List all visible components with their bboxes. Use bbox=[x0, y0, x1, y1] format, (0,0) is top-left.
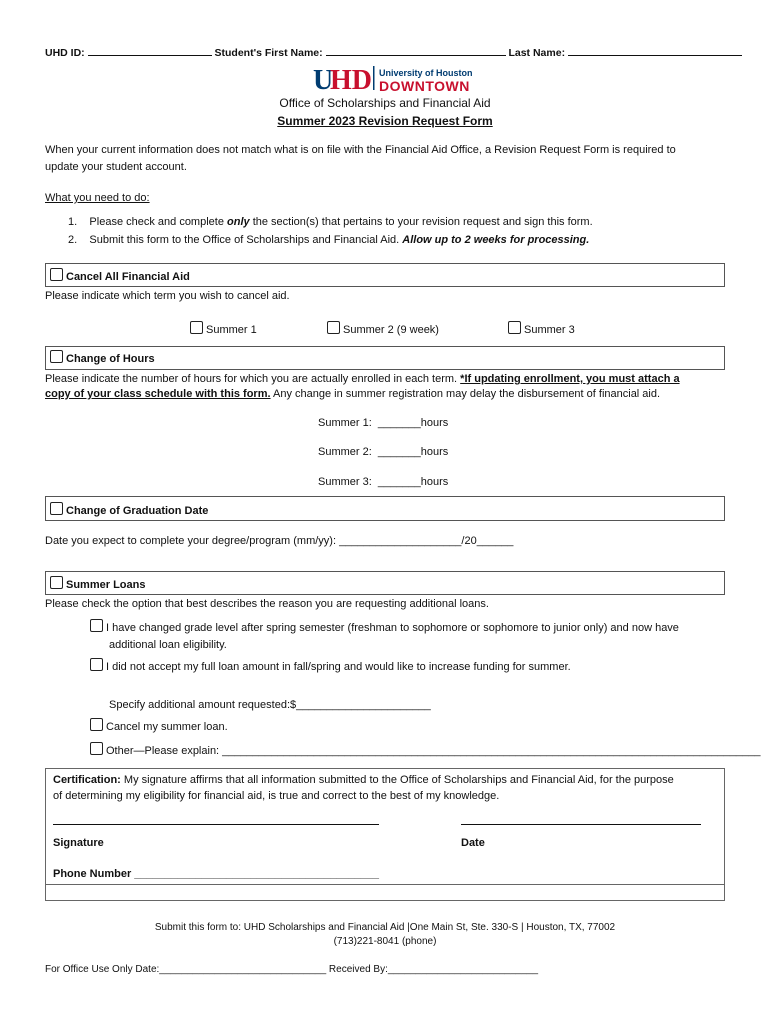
logo-line1: University of Houston bbox=[379, 68, 473, 78]
loan-other-checkbox[interactable] bbox=[90, 742, 103, 755]
step-2-text: Submit this form to the Office of Scholarships and Financial Aid. bbox=[89, 234, 403, 246]
hours-row-summer2[interactable] bbox=[318, 446, 448, 458]
cancel-aid-instruction: Please indicate which term you wish to cancel aid. bbox=[45, 290, 290, 302]
graduation-checkbox[interactable] bbox=[50, 502, 63, 515]
loan-increase-text: I did not accept my full loan amount in fall/spring and would like to increase funding for summer. bbox=[106, 661, 571, 673]
change-hours-checkbox[interactable] bbox=[50, 350, 63, 363]
change-hours-text-2: Any change in summer registration may delay the disbursement of financial aid. bbox=[270, 388, 661, 400]
hours-summer3-label: Summer 3: bbox=[318, 476, 372, 488]
change-hours-line2 bbox=[45, 388, 660, 400]
cancel-summer3-label: Summer 3 bbox=[524, 324, 575, 336]
hours-summer1-unit: hours bbox=[420, 417, 449, 429]
office-use-date-field[interactable]: ______________________________ bbox=[159, 964, 327, 975]
cancel-aid-checkbox[interactable] bbox=[50, 268, 63, 281]
hours-summer3-field[interactable]: _______ bbox=[377, 476, 421, 488]
certification-line2: of determining my eligibility for financial aid, is true and correct to the best of my knowledge. bbox=[53, 790, 500, 802]
date-label: Date bbox=[461, 837, 485, 849]
step-2-emphasis: Allow up to 2 weeks for processing. bbox=[402, 234, 590, 246]
office-use-received-field[interactable]: ___________________________ bbox=[387, 964, 539, 975]
signature-label: Signature bbox=[53, 837, 104, 849]
first-name-field[interactable] bbox=[326, 45, 506, 56]
uhd-id-field[interactable] bbox=[88, 45, 212, 56]
intro-line2: update your student account. bbox=[45, 161, 187, 173]
student-info-header bbox=[45, 45, 742, 59]
hours-row-summer3[interactable] bbox=[318, 476, 448, 488]
loan-option-cancel[interactable] bbox=[90, 718, 228, 733]
hours-summer3-unit: hours bbox=[420, 476, 449, 488]
cancel-aid-title: Cancel All Financial Aid bbox=[66, 271, 190, 283]
summer-loans-checkbox[interactable] bbox=[50, 576, 63, 589]
change-hours-text: Please indicate the number of hours for which you are actually enrolled in each term. bbox=[45, 373, 461, 385]
certification-line1 bbox=[53, 774, 674, 786]
certification-divider bbox=[45, 884, 725, 885]
uhd-id-label: UHD ID: bbox=[45, 47, 85, 59]
cancel-summer1-label: Summer 1 bbox=[206, 324, 257, 336]
step-1 bbox=[68, 216, 593, 228]
hours-summer1-label: Summer 1: bbox=[318, 417, 372, 429]
summer-loans-title: Summer Loans bbox=[66, 579, 146, 591]
office-use-received-label: Received By: bbox=[326, 964, 388, 975]
date-line[interactable] bbox=[461, 824, 701, 825]
graduation-title: Change of Graduation Date bbox=[66, 505, 209, 517]
cancel-summer1-option[interactable] bbox=[190, 321, 257, 336]
summer-loans-instruction: Please check the option that best describes the reason you are requesting additional loans. bbox=[45, 598, 489, 610]
change-hours-title: Change of Hours bbox=[66, 353, 155, 365]
step-1-emphasis: only bbox=[227, 216, 250, 228]
change-hours-line1 bbox=[45, 373, 680, 385]
step-1-number: 1. bbox=[68, 216, 78, 228]
what-you-need-heading: What you need to do: bbox=[45, 192, 150, 204]
cancel-summer3-option[interactable] bbox=[508, 321, 575, 336]
phone-label: Phone Number bbox=[53, 868, 132, 880]
loan-cancel-text: Cancel my summer loan. bbox=[106, 721, 228, 733]
change-hours-emphasis-2: copy of your class schedule with this form. bbox=[45, 388, 271, 400]
office-name: Office of Scholarships and Financial Aid bbox=[279, 96, 491, 110]
cancel-summer2-label: Summer 2 (9 week) bbox=[343, 324, 439, 336]
logo-mark-u: U bbox=[313, 65, 334, 95]
cancel-summer3-checkbox[interactable] bbox=[508, 321, 521, 334]
office-use-date-label: For Office Use Only Date: bbox=[45, 964, 160, 975]
loan-grade-level-checkbox[interactable] bbox=[90, 619, 103, 632]
cancel-summer1-checkbox[interactable] bbox=[190, 321, 203, 334]
last-name-field[interactable] bbox=[568, 45, 742, 56]
graduation-date-line[interactable]: Date you expect to complete your degree/program (mm/yy): ____________________/20______ bbox=[45, 535, 514, 547]
loan-grade-level-text-2: additional loan eligibility. bbox=[109, 639, 227, 651]
hours-summer1-field[interactable]: _______ bbox=[377, 417, 421, 429]
cancel-summer2-checkbox[interactable] bbox=[327, 321, 340, 334]
step-2 bbox=[68, 234, 589, 246]
hours-summer2-field[interactable]: _______ bbox=[377, 446, 421, 458]
loan-amount-field[interactable]: Specify additional amount requested:$______________________ bbox=[109, 699, 431, 711]
loan-cancel-checkbox[interactable] bbox=[90, 718, 103, 731]
last-name-label: Last Name: bbox=[508, 47, 566, 59]
summer-loans-section-box bbox=[45, 571, 725, 595]
intro-line1: When your current information does not match what is on file with the Financial Aid Office, a Revision Request Form is required to bbox=[45, 144, 676, 156]
step-2-number: 2. bbox=[68, 234, 78, 246]
graduation-header bbox=[50, 502, 208, 517]
step-1-text-end: the section(s) that pertains to your revision request and sign this form. bbox=[249, 216, 593, 228]
signature-line[interactable] bbox=[53, 824, 379, 825]
first-name-label: Student's First Name: bbox=[214, 47, 323, 59]
hours-summer2-unit: hours bbox=[420, 446, 449, 458]
loan-option-grade-level[interactable] bbox=[90, 619, 679, 634]
loan-increase-checkbox[interactable] bbox=[90, 658, 103, 671]
loan-grade-level-text: I have changed grade level after spring semester (freshman to sophomore or sophomore to junior only) and now have bbox=[106, 622, 679, 634]
submit-phone: (713)221-8041 (phone) bbox=[333, 936, 437, 947]
form-title: Summer 2023 Revision Request Form bbox=[277, 114, 493, 128]
hours-row-summer1[interactable] bbox=[318, 417, 448, 429]
phone-row[interactable] bbox=[53, 868, 379, 880]
loan-option-increase[interactable] bbox=[90, 658, 571, 673]
logo-line2: DOWNTOWN bbox=[379, 78, 470, 94]
loan-option-other[interactable] bbox=[90, 742, 761, 757]
uhd-logo bbox=[313, 63, 473, 95]
hours-summer2-label: Summer 2: bbox=[318, 446, 372, 458]
certification-text: My signature affirms that all information submitted to the Office of Scholarships and Financial Aid, for the purpose bbox=[120, 774, 674, 786]
logo-mark-hd: HD bbox=[330, 65, 372, 95]
office-use-row bbox=[45, 964, 538, 975]
cancel-aid-header bbox=[50, 268, 190, 283]
summer-loans-header bbox=[50, 576, 145, 591]
loan-other-text[interactable]: Other—Please explain: ________________________________________________________________________________________ bbox=[106, 745, 761, 757]
submit-address: Submit this form to: UHD Scholarships and Financial Aid |One Main St, Ste. 330-S | Houston, TX, 77002 bbox=[154, 922, 616, 933]
cancel-summer2-option[interactable] bbox=[327, 321, 439, 336]
step-1-text: Please check and complete bbox=[89, 216, 228, 228]
certification-box bbox=[45, 768, 725, 901]
change-hours-emphasis: *If updating enrollment, you must attach a bbox=[460, 373, 680, 385]
change-hours-header bbox=[50, 350, 155, 365]
phone-field[interactable]: ________________________________________ bbox=[134, 868, 380, 880]
certification-label: Certification: bbox=[53, 774, 121, 786]
